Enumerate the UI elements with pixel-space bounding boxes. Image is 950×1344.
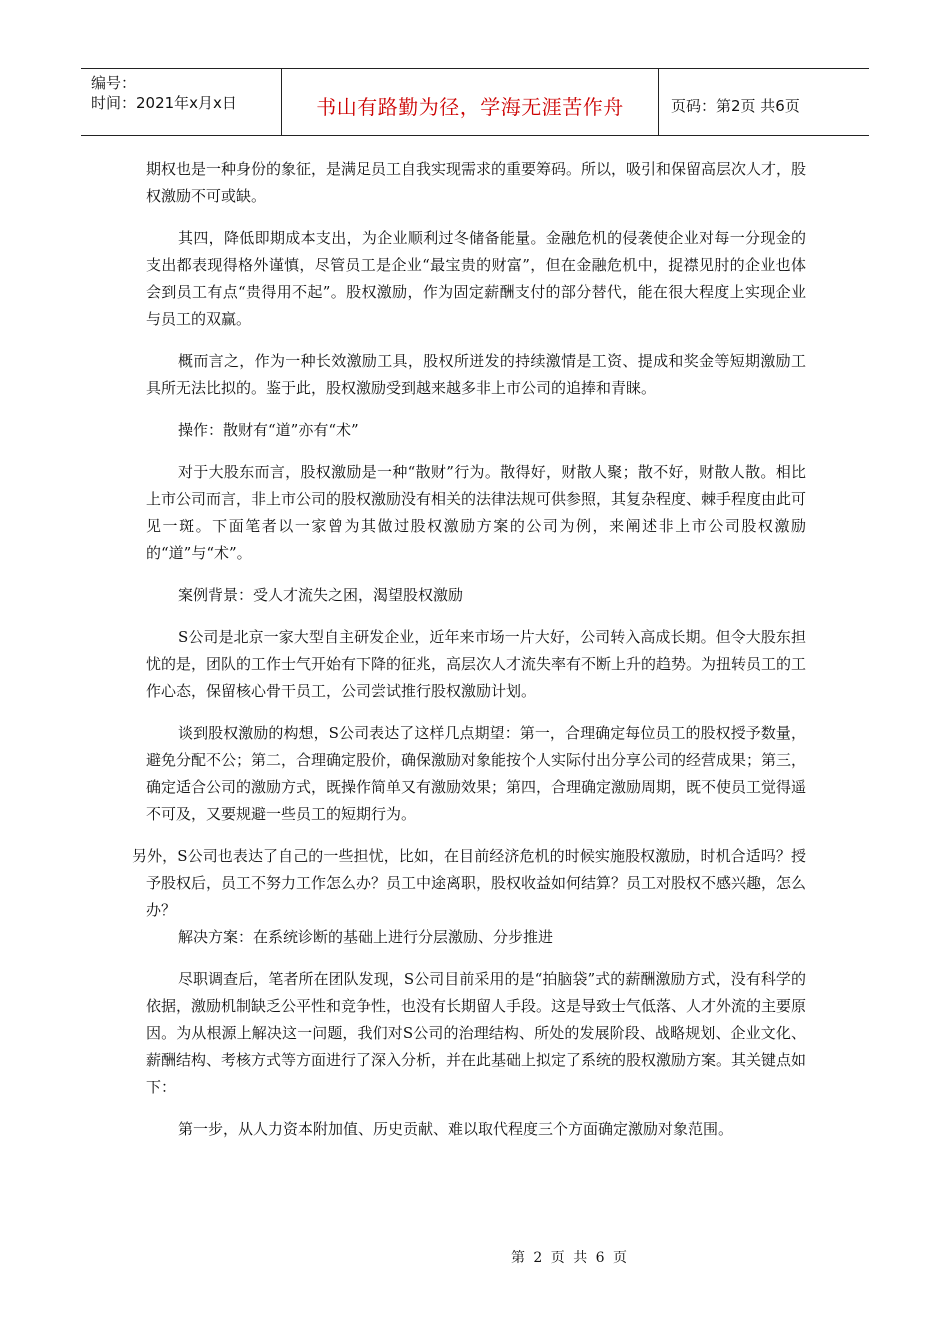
- paragraph: 概而言之，作为一种长效激励工具，股权所迸发的持续激情是工资、提成和奖金等短期激励工具所无法比拟的。鉴于此，股权激励受到越来越多非上市公司的追捧和青睐。: [146, 352, 806, 397]
- section-heading: 操作：散财有“道”亦有“术”: [178, 421, 359, 439]
- page-header: [81, 68, 869, 136]
- paragraph: 谈到股权激励的构想，S公司表达了这样几点期望：第一，合理确定每位员工的股权授予数量，避免分配不公；第二，合理确定股价，确保激励对象能按个人实际付出分享公司的经营成果；第三，确定适合公司的激励方式，既操作简单又有激励效果；第四，合理确定激励周期，既不使员工觉得遥不可及，又要规避一些员工的短期行为。: [146, 724, 807, 823]
- paragraph: 其四，降低即期成本支出，为企业顺利过冬储备能量。金融危机的侵袭使企业对每一分现金的支出都表现得格外谨慎，尽管员工是企业“最宝贵的财富”，但在金融危机中，捉襟见肘的企业也体会到员工有点“贵得用不起”。股权激励，作为固定薪酬支付的部分替代，能在很大程度上实现企业与员工的双赢。: [146, 229, 806, 328]
- paragraph: S公司是北京一家大型自主研发企业，近年来市场一片大好，公司转入高成长期。但令大股东担忧的是，团队的工作士气开始有下降的征兆，高层次人才流失率有不断上升的趋势。为扭转员工的工作心态，保留核心骨干员工，公司尝试推行股权激励计划。: [146, 628, 807, 700]
- paragraph: 第一步，从人力资本附加值、历史贡献、难以取代程度三个方面确定激励对象范围。: [178, 1120, 734, 1138]
- paragraph: 对于大股东而言，股权激励是一种“散财”行为。散得好，财散人聚；散不好，财散人散。相比上市公司而言，非上市公司的股权激励没有相关的法律法规可供参照，其复杂程度、棘手程度由此可见一斑。下面笔者以一家曾为其做过股权激励方案的公司为例，来阐述非上市公司股权激励的“道”与“术”。: [146, 463, 807, 562]
- document-body: [132, 156, 807, 1158]
- section-heading: 解决方案：在系统诊断的基础上进行分层激励、分步推进: [178, 928, 554, 946]
- header-motto: 书山有路勤为径，学海无涯苦作舟: [282, 69, 659, 135]
- header-meta: [81, 69, 282, 135]
- document-time-label: 时间：2021年x月x日: [91, 94, 237, 112]
- paragraph: 期权也是一种身份的象征，是满足员工自我实现需求的重要筹码。所以，吸引和保留高层次人才，股权激励不可或缺。: [146, 160, 807, 205]
- paragraph-text: 另外，S公司也表达了自己的一些担忧，比如，在目前经济危机的时候实施股权激励，时机合适吗？授予股权后，员工不努力工作怎么办？员工中途离职，股权收益如何结算？员工对股权不感兴趣，怎么办？: [132, 847, 807, 919]
- paragraph: [132, 843, 806, 924]
- page-footer: 第 2 页 共 6 页: [510, 1250, 630, 1266]
- document-number-label: 编号：: [91, 74, 137, 92]
- paragraph: 尽职调查后，笔者所在团队发现，S公司目前采用的是“拍脑袋”式的薪酬激励方式，没有科学的依据，激励机制缺乏公平性和竞争性，也没有长期留人手段。这是导致士气低落、人才外流的主要原因。为从根源上解决这一问题，我们对S公司的治理结构、所处的发展阶段、战略规划、企业文化、薪酬结构、考核方式等方面进行了深入分析，并在此基础上拟定了系统的股权激励方案。其关键点如下：: [146, 970, 807, 1096]
- header-page-number: 页码：第2页 共6页: [671, 96, 800, 115]
- section-heading: 案例背景：受人才流失之困，渴望股权激励: [178, 586, 464, 604]
